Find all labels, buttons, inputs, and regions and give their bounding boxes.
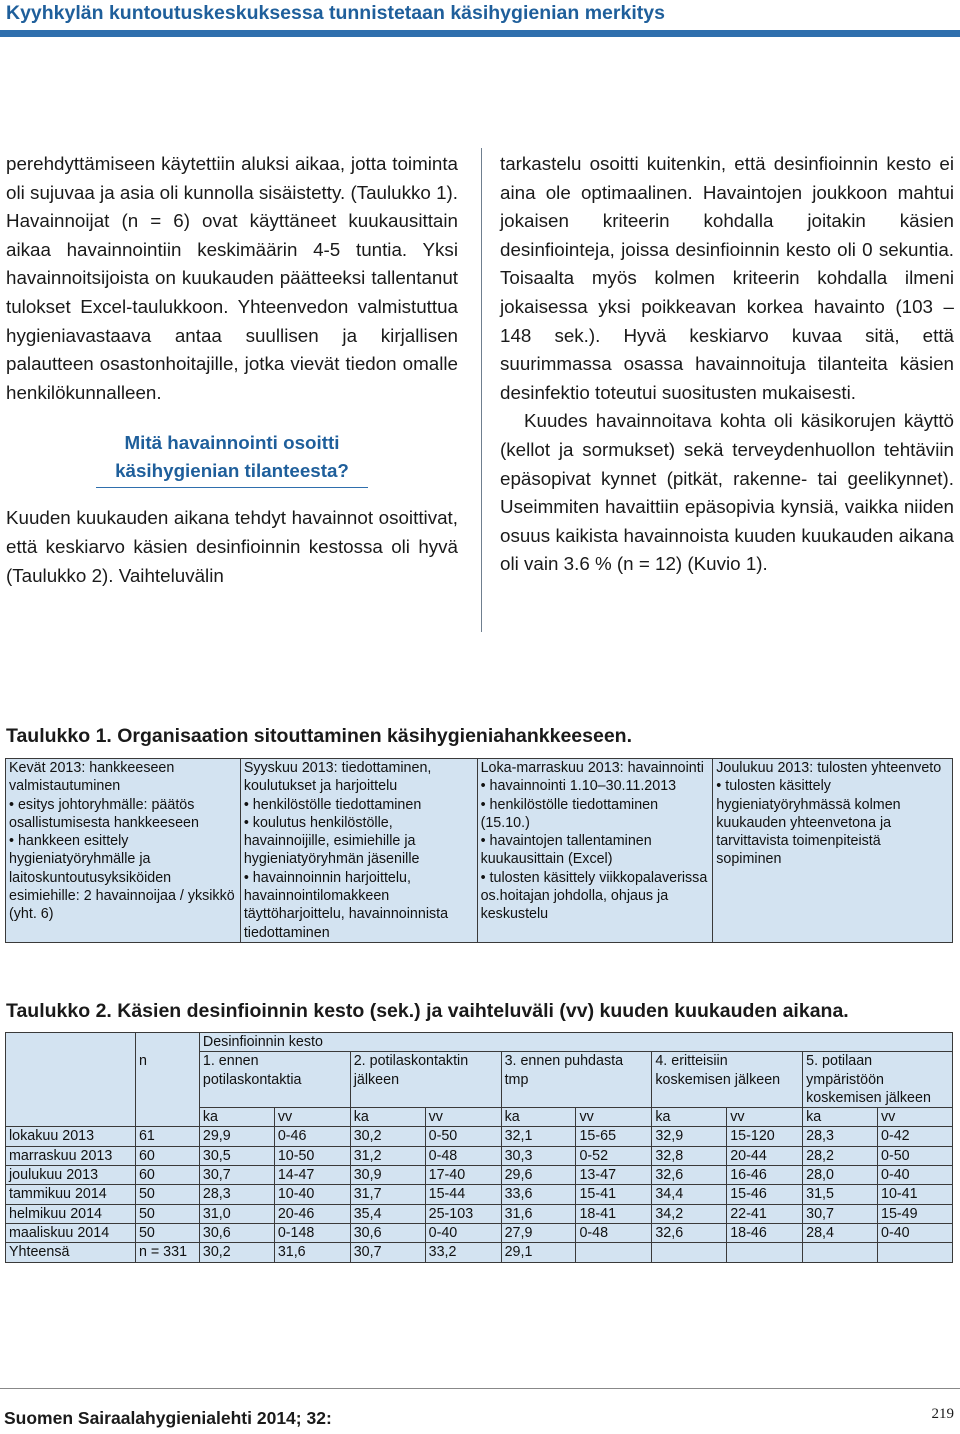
table2-n-cell: 60 [135, 1146, 199, 1165]
table2-subheader: ka [199, 1108, 274, 1127]
table2-value-cell [652, 1243, 727, 1262]
table1-item: • henkilöstölle tiedottaminen (15.10.) [480, 796, 659, 831]
right-paragraph-1: tarkastelu osoitti kuitenkin, että desinfioinnin kesto ei aina ole optimaalinen. Havaintojen joukkoon mahtui jokaisen kriteerin kohdalla joitakin käsien desinfiointeja, joissa desinfioinnin kesto oli 0 sekuntia. Toisaalta myös kolmen kriteerin kohdalla ilmeni jokaisessa yksi poikkeavan korkea havainto (103 – 148 sek.). Hyvä keskiarvo kuvaa sitä, että suurimmassa osassa havainnoituja tilanteita käsien desinfektio toteutui suositusten mukaisesti. [500, 153, 954, 403]
table2-value-cell: 28,4 [803, 1223, 878, 1242]
table2-n-cell: 50 [135, 1185, 199, 1204]
table2-value-cell: 31,2 [350, 1146, 425, 1165]
table2-criterion-header: 5. potilaan ympäristöön koskemisen jälkeen [803, 1052, 953, 1108]
table2-value-cell: 32,9 [652, 1127, 727, 1146]
table2 [5, 1032, 953, 1263]
table2-caption: Taulukko 2. Käsien desinfioinnin kesto (sek.) ja vaihteluväli (vv) kuuden kuukauden aikana. [6, 1000, 849, 1022]
table2-value-cell: 32,6 [652, 1166, 727, 1185]
table2-subheader: vv [878, 1108, 953, 1127]
table2-value-cell: 15-46 [727, 1185, 803, 1204]
table2-month-cell: joulukuu 2013 [6, 1166, 136, 1185]
table1-item: • koulutus henkilöstölle, havainnoijille, esimiehille ja hygieniatyöryhmän jäsenille [243, 814, 420, 868]
table2-n-cell: n = 331 [135, 1243, 199, 1262]
table2-month-cell: tammikuu 2014 [6, 1185, 136, 1204]
table-row [6, 1127, 953, 1146]
table2-value-cell: 17-40 [425, 1166, 501, 1185]
table2-value-cell: 31,6 [274, 1243, 350, 1262]
table2-value-cell: 32,8 [652, 1146, 727, 1165]
table1-item: • havaintojen tallentaminen kuukausittain (Excel) [480, 833, 652, 868]
table2-value-cell: 31,0 [199, 1204, 274, 1223]
journal-citation: Suomen Sairaalahygienialehti 2014; 32: [4, 1408, 332, 1428]
table1-col-header: Loka-marraskuu 2013: havainnointi [480, 760, 704, 776]
page-number: 219 [931, 1406, 954, 1422]
table2-criterion-header: 3. ennen puhdasta tmp [501, 1052, 652, 1108]
table2-value-cell: 0-52 [576, 1146, 652, 1165]
table1-row [6, 759, 953, 943]
table2-value-cell: 30,2 [350, 1127, 425, 1146]
table1-cell [240, 759, 477, 943]
table1-caption: Taulukko 1. Organisaation sitouttaminen käsihygieniahankkeeseen. [6, 725, 632, 747]
table2-value-cell: 15-49 [878, 1204, 953, 1223]
table2-value-cell: 14-47 [274, 1166, 350, 1185]
table1-item: • tulosten käsittely hygieniatyöryhmässä kolmen kuukauden yhteenvetona ja tarvittavista toimenpiteistä sopiminen [716, 778, 901, 868]
table2-month-cell: lokakuu 2013 [6, 1127, 136, 1146]
table2-value-cell: 20-46 [274, 1204, 350, 1223]
table2-month-cell: maaliskuu 2014 [6, 1223, 136, 1242]
table2-value-cell: 30,9 [350, 1166, 425, 1185]
table2-value-cell: 0-148 [274, 1223, 350, 1242]
table2-value-cell: 30,6 [199, 1223, 274, 1242]
table2-value-cell [727, 1243, 803, 1262]
table2-value-cell: 29,1 [501, 1243, 576, 1262]
table2-cell [135, 1033, 199, 1052]
table2-value-cell: 30,5 [199, 1146, 274, 1165]
table2-subheader: vv [727, 1108, 803, 1127]
table2-value-cell: 15-41 [576, 1185, 652, 1204]
table2-value-cell: 22-41 [727, 1204, 803, 1223]
table2-value-cell: 18-41 [576, 1204, 652, 1223]
table2-value-cell: 34,4 [652, 1185, 727, 1204]
table2-value-cell: 10-40 [274, 1185, 350, 1204]
subheading-line-2: käsihygienian tilanteesta? [115, 460, 349, 482]
right-column [500, 150, 954, 579]
table2-value-cell: 30,7 [199, 1166, 274, 1185]
table2-value-cell: 35,4 [350, 1204, 425, 1223]
table-row [6, 1204, 953, 1223]
table2-criterion-header: 1. ennen potilaskontaktia [199, 1052, 350, 1108]
table1 [5, 758, 953, 943]
table2-value-cell: 10-50 [274, 1146, 350, 1165]
table2-value-cell: 16-46 [727, 1166, 803, 1185]
table1-col-header: Syyskuu 2013: tiedottaminen, koulutukset ja harjoittelu [243, 760, 432, 795]
table2-value-cell: 28,3 [803, 1127, 878, 1146]
table-row [6, 1185, 953, 1204]
table2-header-row [6, 1033, 953, 1052]
table2-value-cell: 13-47 [576, 1166, 652, 1185]
right-paragraph-2: Kuudes havainnoitava kohta oli käsikorujen käyttö (kellot ja sormukset) sekä terveydenhuollon tehtäviin epäsopivat kynnet (pitkät, rakenne- tai geelikynnet). Useimmiten havaittiin epäsopivia kynsiä, vaikka niiden osuus kaikista havainnoista kuuden kuukauden aikana oli vain 3.6 % (n = 12) (Kuvio 1). [500, 410, 954, 575]
table1-col-header: Joulukuu 2013: tulosten yhteenveto [716, 760, 942, 776]
table2-value-cell: 15-65 [576, 1127, 652, 1146]
table2-value-cell: 20-44 [727, 1146, 803, 1165]
table2-value-cell: 25-103 [425, 1204, 501, 1223]
table2-cell [6, 1108, 136, 1127]
table1-item: • henkilöstölle tiedottaminen [243, 796, 422, 813]
table2-value-cell: 33,2 [425, 1243, 501, 1262]
left-paragraph-1: perehdyttämiseen käytettiin aluksi aikaa, jotta toiminta oli sujuvaa ja asia oli kunnolla sisäistetty. (Taulukko 1). Havainnoijat (n = 6) ovat käyttäneet kuukausittain aikaa havainnointiin keskimäärin 4-5 tuntia. Yksi havainnoitsijoista on kuukauden päätteeksi tallentanut tulokset Excel-taulukkoon. Yhteenvedon valmistuttua hygieniavastaava antaa suullisen ja kirjallisen palautteen osastonhoitajille, jotka vievät tiedon omalle henkilökunnalleen. [6, 153, 458, 403]
table2-subheader: ka [350, 1108, 425, 1127]
table2-month-cell: marraskuu 2013 [6, 1146, 136, 1165]
table2-value-cell: 31,7 [350, 1185, 425, 1204]
table2-value-cell: 0-48 [425, 1146, 501, 1165]
table2-month-cell: helmikuu 2014 [6, 1204, 136, 1223]
table2-value-cell: 0-50 [425, 1127, 501, 1146]
table2-subheader: ka [652, 1108, 727, 1127]
table1-item: • hankkeen esittely hygieniatyöryhmälle ja laitoskuntoutusyksiköiden esimiehille: 2 havainnoijaa / yksikkö (yht. 6) [9, 833, 235, 923]
table2-n-header: n [135, 1052, 199, 1108]
table-row [6, 1166, 953, 1185]
table1-cell [477, 759, 713, 943]
left-column [6, 150, 458, 590]
table2-subheader: vv [425, 1108, 501, 1127]
table1-item: • havainnoinnin harjoittelu, havainnointilomakkeen täyttöharjoittelu, havainnoinnista tiedottaminen [243, 869, 449, 941]
table2-n-cell: 50 [135, 1204, 199, 1223]
column-divider [481, 148, 482, 632]
table2-n-cell: 50 [135, 1223, 199, 1242]
table2-value-cell: 0-48 [576, 1223, 652, 1242]
table2-value-cell: 0-40 [878, 1166, 953, 1185]
table2-value-cell: 30,7 [803, 1204, 878, 1223]
table-row [6, 1146, 953, 1165]
table2-value-cell: 29,6 [501, 1166, 576, 1185]
header-rule [0, 30, 960, 37]
table2-value-cell [576, 1243, 652, 1262]
table2-value-cell: 15-44 [425, 1185, 501, 1204]
table2-subheader: vv [274, 1108, 350, 1127]
table2-value-cell: 32,6 [652, 1223, 727, 1242]
table2-value-cell: 18-46 [727, 1223, 803, 1242]
footer-rule [0, 1388, 960, 1389]
section-subheading [6, 429, 458, 488]
table2-value-cell: 33,6 [501, 1185, 576, 1204]
table2-subheader: ka [803, 1108, 878, 1127]
subheading-line-1: Mitä havainnointi osoitti [124, 432, 340, 454]
table-row [6, 1223, 953, 1242]
table2-value-cell: 32,1 [501, 1127, 576, 1146]
table2-value-cell: 31,6 [501, 1204, 576, 1223]
table2-value-cell: 0-40 [425, 1223, 501, 1242]
table2-n-cell: 61 [135, 1127, 199, 1146]
table2-value-cell [803, 1243, 878, 1262]
table2-cell [135, 1108, 199, 1127]
left-paragraph-2: Kuuden kuukauden aikana tehdyt havainnot osoittivat, että keskiarvo käsien desinfioinnin kestossa oli hyvä (Taulukko 2). Vaihteluvälin [6, 507, 458, 586]
table2-value-cell: 30,6 [350, 1223, 425, 1242]
table2-value-cell: 28,3 [199, 1185, 274, 1204]
running-header-title: Kyyhkylän kuntoutuskeskuksessa tunnistetaan käsihygienian merkitys [6, 2, 665, 24]
table1-cell [713, 759, 953, 943]
table2-value-cell: 31,5 [803, 1185, 878, 1204]
table2-header-row [6, 1108, 953, 1127]
table2-value-cell: 30,7 [350, 1243, 425, 1262]
table2-criterion-header: 4. eritteisiin koskemisen jälkeen [652, 1052, 803, 1108]
table2-criterion-header: 2. potilaskontaktin jälkeen [350, 1052, 501, 1108]
table2-value-cell [878, 1243, 953, 1262]
table2-cell [6, 1052, 136, 1108]
table2-cell [6, 1033, 136, 1052]
table1-cell [6, 759, 241, 943]
table1-item: • tulosten käsittely viikkopalaverissa os.hoitajan johdolla, ohjaus ja keskustelu [480, 869, 708, 923]
table2-body [6, 1127, 953, 1262]
table2-value-cell: 27,9 [501, 1223, 576, 1242]
table2-value-cell: 0-50 [878, 1146, 953, 1165]
table2-subheader: vv [576, 1108, 652, 1127]
table2-value-cell: 0-46 [274, 1127, 350, 1146]
table2-value-cell: 15-120 [727, 1127, 803, 1146]
table2-value-cell: 0-40 [878, 1223, 953, 1242]
subheading-rule [96, 487, 368, 488]
table2-n-cell: 60 [135, 1166, 199, 1185]
table1-item: • esitys johtoryhmälle: päätös osallistumisesta hankkeeseen [9, 796, 199, 831]
table2-value-cell: 30,3 [501, 1146, 576, 1165]
table2-month-cell: Yhteensä [6, 1243, 136, 1262]
table2-value-cell: 34,2 [652, 1204, 727, 1223]
table2-value-cell: 28,2 [803, 1146, 878, 1165]
table1-col-header: Kevät 2013: hankkeeseen valmistautuminen [9, 760, 175, 795]
table-row [6, 1243, 953, 1262]
table2-value-cell: 28,0 [803, 1166, 878, 1185]
table1-item: • havainnointi 1.10–30.11.2013 [480, 778, 677, 795]
table2-header-row [6, 1052, 953, 1108]
table2-value-cell: 10-41 [878, 1185, 953, 1204]
table2-value-cell: 0-42 [878, 1127, 953, 1146]
table2-value-cell: 30,2 [199, 1243, 274, 1262]
table2-value-cell: 29,9 [199, 1127, 274, 1146]
table2-group-header: Desinfioinnin kesto [199, 1033, 952, 1052]
table2-subheader: ka [501, 1108, 576, 1127]
